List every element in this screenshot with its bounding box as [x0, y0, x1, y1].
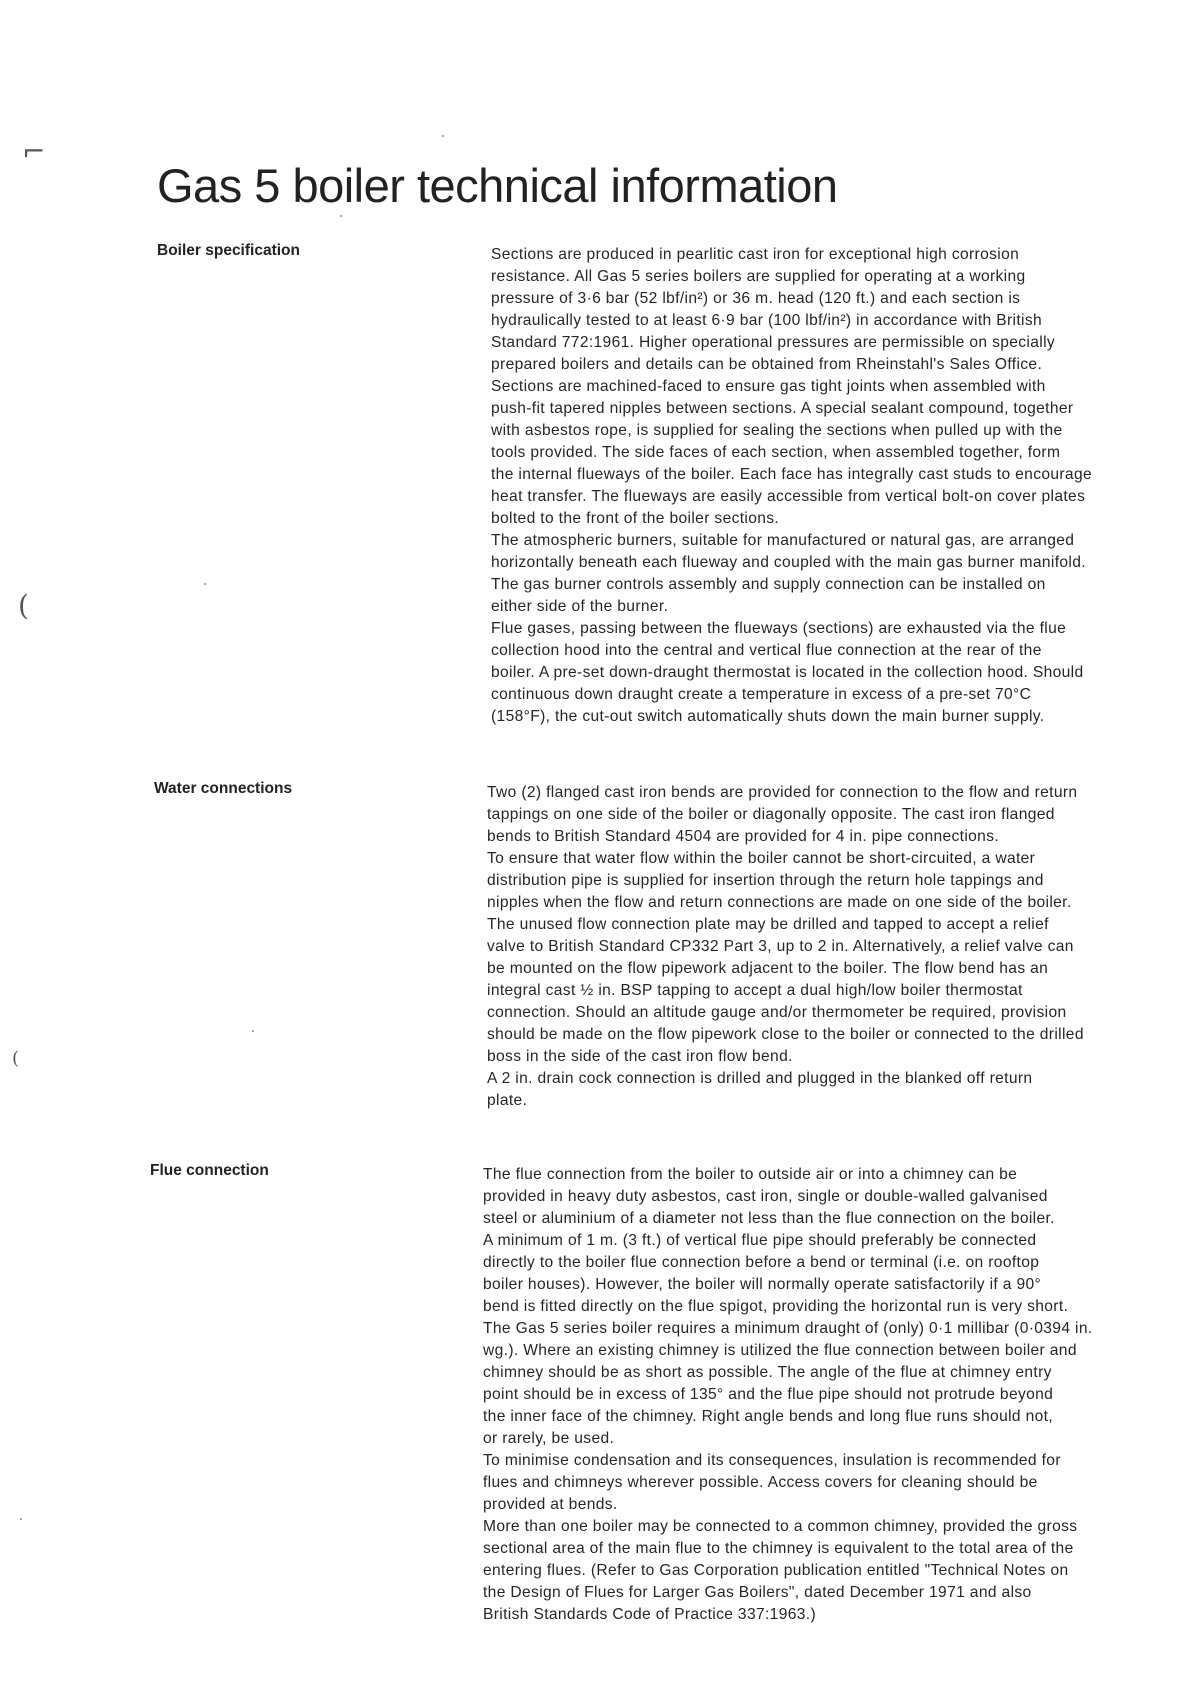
text-line: nipples when the flow and return connections are made on one side of the boiler. [487, 894, 1072, 911]
text-line: A minimum of 1 m. (3 ft.) of vertical flue pipe should preferably be connected [483, 1232, 1037, 1249]
section-label: Water connections [154, 780, 293, 797]
text-line: continuous down draught create a temperature in excess of a pre-set 70°C [491, 686, 1032, 703]
text-line: either side of the burner. [491, 598, 669, 615]
text-line: The flue connection from the boiler to outside air or into a chimney can be [483, 1166, 1018, 1183]
text-line: directly to the boiler flue connection before a bend or terminal (i.e. on rooftop [483, 1254, 1040, 1271]
text-line: resistance. All Gas 5 series boilers are supplied for operating at a working [491, 268, 1026, 285]
text-line: connection. Should an altitude gauge and/or thermometer be required, provision [487, 1004, 1067, 1021]
text-line: provided at bends. [483, 1496, 618, 1513]
scan-speck [442, 135, 444, 137]
text-line: Sections are produced in pearlitic cast iron for exceptional high corrosion [491, 246, 1020, 263]
text-line: should be made on the flow pipework close to the boiler or connected to the drilled [487, 1026, 1084, 1043]
text-line: pressure of 3·6 bar (52 lbf/in²) or 36 m. head (120 ft.) and each section is [491, 290, 1021, 307]
text-line: wg.). Where an existing chimney is utilized the flue connection between boiler and [483, 1342, 1077, 1359]
text-line: Two (2) flanged cast iron bends are provided for connection to the flow and return [487, 784, 1078, 801]
text-line: The gas burner controls assembly and supply connection can be installed on [491, 576, 1046, 593]
text-line: distribution pipe is supplied for insertion through the return hole tappings and [487, 872, 1044, 889]
text-line: be mounted on the flow pipework adjacent to the boiler. The flow bend has an [487, 960, 1049, 977]
text-line: boiler. A pre-set down-draught thermostat is located in the collection hood. Should [491, 664, 1084, 681]
text-line: integral cast ½ in. BSP tapping to accept a dual high/low boiler thermostat [487, 982, 1023, 999]
scan-speck [252, 1030, 254, 1032]
section-body [491, 244, 1092, 728]
text-line: the inner face of the chimney. Right angle bends and long flue runs should not, [483, 1408, 1054, 1425]
text-line: The unused flow connection plate may be drilled and tapped to accept a relief [487, 916, 1049, 933]
text-line: chimney should be as short as possible. The angle of the flue at chimney entry [483, 1364, 1052, 1381]
text-line: bends to British Standard 4504 are provided for 4 in. pipe connections. [487, 828, 1000, 845]
text-line: tappings on one side of the boiler or diagonally opposite. The cast iron flanged [487, 806, 1055, 823]
text-line: (158°F), the cut-out switch automatically shuts down the main burner supply. [491, 708, 1045, 725]
page-title: Gas 5 boiler technical information [157, 159, 838, 212]
text-line: plate. [487, 1092, 528, 1109]
section-body [487, 782, 1084, 1112]
text-line: collection hood into the central and vertical flue connection at the rear of the [491, 642, 1042, 659]
text-line: prepared boilers and details can be obtained from Rheinstahl's Sales Office. [491, 356, 1043, 373]
section-label: Flue connection [150, 1162, 269, 1179]
text-line: push-fit tapered nipples between sections. A special sealant compound, together [491, 400, 1074, 417]
binder-hole-mark: ( [12, 1048, 20, 1069]
scan-speck [20, 1518, 22, 1520]
text-line: with asbestos rope, is supplied for sealing the sections when pulled up with the [491, 422, 1063, 439]
section-label: Boiler specification [157, 242, 300, 259]
text-line: point should be in excess of 135° and the flue pipe should not protrude beyond [483, 1386, 1054, 1403]
text-line: British Standards Code of Practice 337:1963.) [483, 1606, 817, 1623]
text-line: Standard 772:1961. Higher operational pressures are permissible on specially [491, 334, 1056, 351]
text-line: flues and chimneys wherever possible. Access covers for cleaning should be [483, 1474, 1038, 1491]
text-line: steel or aluminium of a diameter not less than the flue connection on the boiler. [483, 1210, 1055, 1227]
text-line: bolted to the front of the boiler sections. [491, 510, 780, 527]
text-line: The Gas 5 series boiler requires a minimum draught of (only) 0·1 millibar (0·0394 in. [483, 1320, 1093, 1337]
scan-speck [340, 215, 342, 217]
text-line: valve to British Standard CP332 Part 3, up to 2 in. Alternatively, a relief valve can [487, 938, 1074, 955]
text-line: Sections are machined-faced to ensure gas tight joints when assembled with [491, 378, 1046, 395]
binder-hole-mark: ⌐ [22, 135, 46, 168]
text-line: provided in heavy duty asbestos, cast iron, single or double-walled galvanised [483, 1188, 1048, 1205]
text-line: A 2 in. drain cock connection is drilled and plugged in the blanked off return [487, 1070, 1033, 1087]
text-line: bend is fitted directly on the flue spigot, providing the horizontal run is very short. [483, 1298, 1069, 1315]
section-body [483, 1164, 1093, 1626]
scan-speck [204, 583, 206, 585]
text-line: the internal flueways of the boiler. Each face has integrally cast studs to encourage [491, 466, 1092, 483]
text-line: the Design of Flues for Larger Gas Boilers", dated December 1971 and also [483, 1584, 1032, 1601]
text-line: To minimise condensation and its consequences, insulation is recommended for [483, 1452, 1061, 1469]
text-line: More than one boiler may be connected to a common chimney, provided the gross [483, 1518, 1078, 1535]
text-line: sectional area of the main flue to the chimney is equivalent to the total area of the [483, 1540, 1074, 1557]
binder-hole-mark: ( [18, 589, 29, 622]
text-line: To ensure that water flow within the boiler cannot be short-circuited, a water [487, 850, 1036, 867]
text-line: or rarely, be used. [483, 1430, 615, 1447]
text-line: The atmospheric burners, suitable for manufactured or natural gas, are arranged [491, 532, 1075, 549]
text-line: horizontally beneath each flueway and coupled with the main gas burner manifold. [491, 554, 1086, 571]
text-line: heat transfer. The flueways are easily accessible from vertical bolt-on cover plates [491, 488, 1086, 505]
text-line: boss in the side of the cast iron flow bend. [487, 1048, 793, 1065]
text-line: hydraulically tested to at least 6·9 bar (100 lbf/in²) in accordance with British [491, 312, 1042, 329]
text-line: entering flues. (Refer to Gas Corporation publication entitled "Technical Notes on [483, 1562, 1069, 1579]
text-line: Flue gases, passing between the flueways (sections) are exhausted via the flue [491, 620, 1067, 637]
text-line: boiler houses). However, the boiler will normally operate satisfactorily if a 90° [483, 1276, 1042, 1293]
text-line: tools provided. The side faces of each section, when assembled together, form [491, 444, 1061, 461]
